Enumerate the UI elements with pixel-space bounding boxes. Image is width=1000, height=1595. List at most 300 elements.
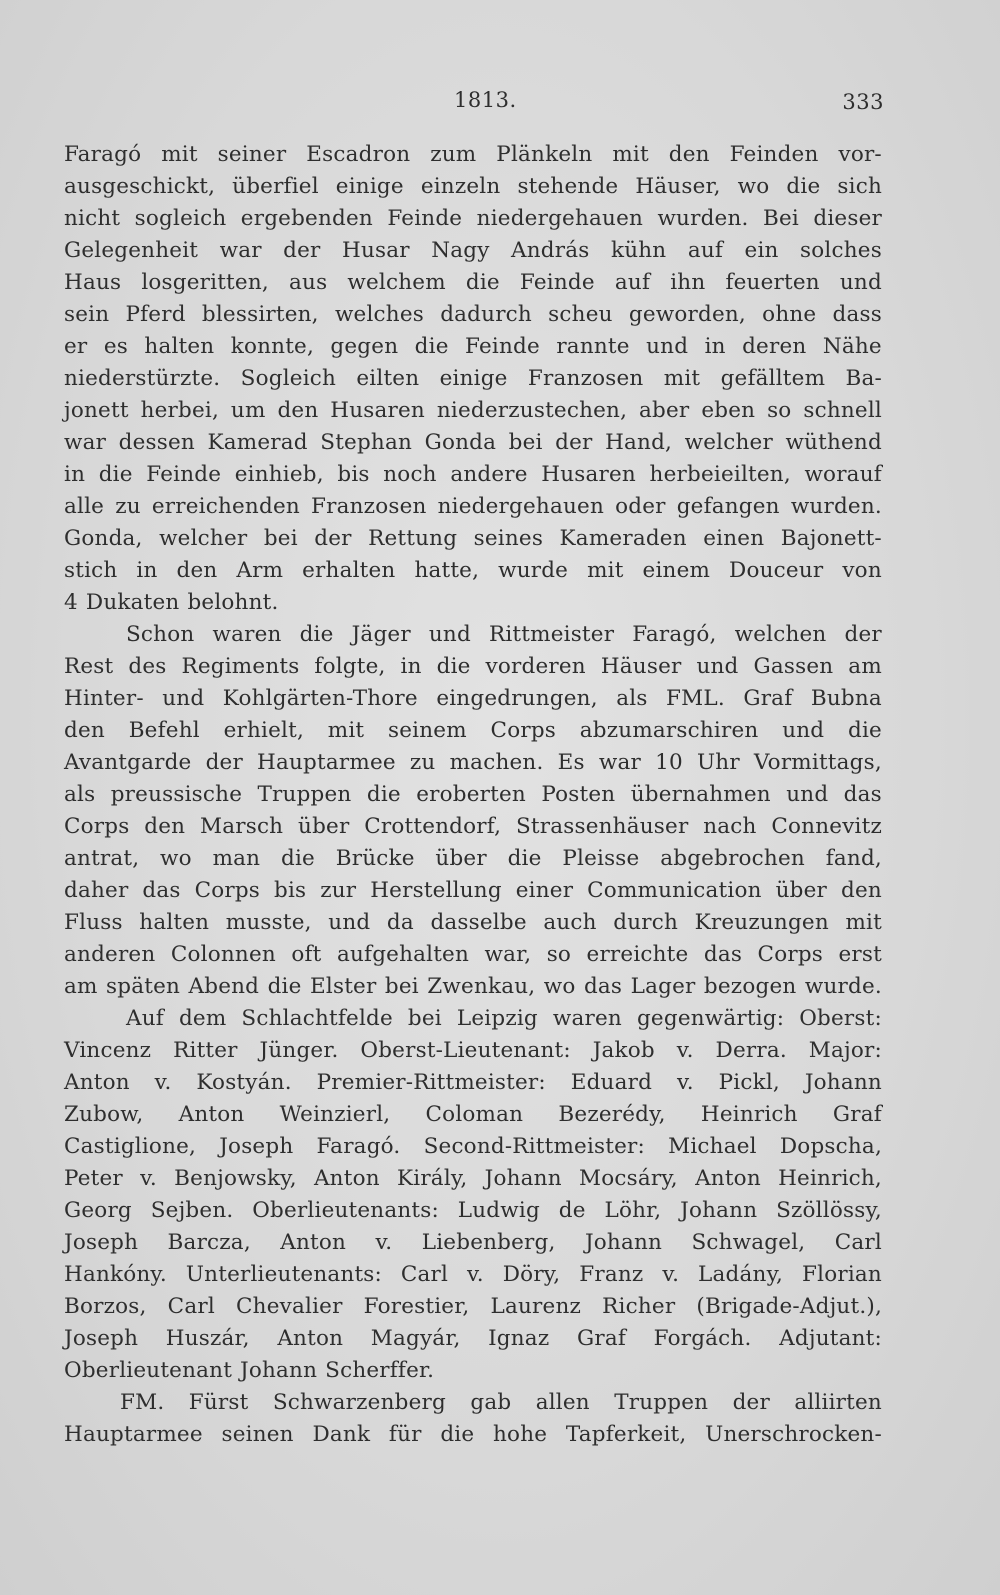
text-line: [64, 1387, 882, 1419]
word: wo: [543, 974, 576, 999]
word: Feinden: [729, 142, 819, 167]
word: war: [598, 750, 641, 775]
word: Ritter: [173, 1038, 238, 1063]
word: rannte: [556, 334, 630, 359]
word: v.: [467, 1262, 484, 1287]
word: Liebenberg,: [421, 1230, 556, 1255]
word: die: [465, 270, 500, 295]
word: antrat,: [64, 846, 140, 871]
word: für: [388, 1422, 422, 1447]
word: niedergehauen: [476, 206, 644, 231]
word: bis: [337, 462, 370, 487]
word: in: [704, 334, 726, 359]
word: stehende: [517, 174, 619, 199]
word: mit: [587, 558, 624, 583]
word: Carl: [400, 1262, 449, 1287]
word: dadurch: [440, 302, 532, 327]
text-line: [64, 1291, 882, 1323]
word: die: [440, 1422, 475, 1447]
word: zum: [430, 142, 477, 167]
word: die: [414, 334, 449, 359]
word: als: [616, 686, 648, 711]
word: Husar: [342, 238, 410, 263]
word: Connevitz: [771, 814, 882, 839]
word: Auf: [126, 1006, 164, 1031]
word: blessirten,: [201, 302, 319, 327]
word: abzumarschiren: [579, 718, 759, 743]
word: Adjutant:: [779, 1326, 882, 1351]
word: Gassen: [753, 654, 834, 679]
word: Huszár,: [165, 1326, 250, 1351]
word: dessen: [118, 430, 195, 455]
word: Florian: [802, 1262, 882, 1287]
word: waren: [552, 1006, 622, 1031]
word: den: [144, 814, 186, 839]
word: worauf: [804, 462, 882, 487]
word: bei: [384, 974, 419, 999]
word: zu: [115, 494, 141, 519]
word: Graf: [576, 1326, 627, 1351]
word: Heinrich: [700, 1102, 798, 1127]
word: Sogleich: [240, 366, 337, 391]
word: oder: [615, 494, 666, 519]
word: am: [64, 974, 98, 999]
word: ergebenden: [240, 206, 373, 231]
word: Oberlieutenant: [64, 1358, 233, 1383]
word: geworden,: [628, 302, 746, 327]
word: Kameraden: [559, 526, 687, 551]
word: Elster: [309, 974, 377, 999]
word: Szöllössy,: [776, 1198, 882, 1223]
word: Ludwig: [457, 1198, 540, 1223]
word: Forestier,: [363, 1294, 470, 1319]
word: seinem: [388, 718, 467, 743]
word: erhielt,: [223, 718, 304, 743]
word: einige: [439, 366, 508, 391]
word: allen: [535, 1390, 590, 1415]
word: erreichte: [586, 942, 689, 967]
word: alliirten: [794, 1390, 882, 1415]
word: einem: [642, 558, 711, 583]
word: seiner: [217, 142, 287, 167]
word: welcher: [684, 430, 773, 455]
word: Dukaten: [85, 590, 180, 615]
word: Häuser: [600, 654, 682, 679]
word: 10: [655, 750, 683, 775]
word: Bubna: [810, 686, 882, 711]
word: welchen: [734, 622, 827, 647]
word: Eduard: [570, 1070, 653, 1095]
word: die: [299, 622, 334, 647]
word: Crottendorf,: [364, 814, 502, 839]
word: wurden.: [790, 494, 882, 519]
word: v.: [662, 1262, 680, 1287]
text-line: [64, 747, 882, 779]
word: die: [280, 846, 315, 871]
word: Johann: [804, 1070, 882, 1095]
page-number: 333: [842, 90, 884, 114]
word: Ba-: [845, 366, 882, 391]
word: war: [64, 430, 107, 455]
page-header: [64, 88, 884, 118]
text-line: [64, 1419, 882, 1451]
word: die: [267, 974, 302, 999]
text-line: [64, 1003, 882, 1035]
word: Hankóny.: [64, 1262, 167, 1287]
text-line: [64, 1259, 882, 1291]
text-line: [64, 1323, 882, 1355]
word: Pleisse: [562, 846, 640, 871]
word: Befehl: [128, 718, 200, 743]
word: über: [775, 878, 828, 903]
text-line: [64, 299, 882, 331]
word: Pferd: [125, 302, 186, 327]
word: Derra.: [715, 1038, 787, 1063]
word: musste,: [225, 910, 312, 935]
text-line: [64, 1035, 882, 1067]
word: Scherffer.: [325, 1358, 435, 1383]
word: Gonda,: [64, 526, 143, 551]
word: Feinde: [465, 334, 540, 359]
text-line: [64, 491, 882, 523]
word: bezogen: [703, 974, 797, 999]
word: von: [842, 558, 882, 583]
word: Kostyán.: [196, 1070, 292, 1095]
word: Anton: [695, 1166, 761, 1191]
text-line: [64, 907, 882, 939]
word: alle: [64, 494, 105, 519]
word: die: [786, 174, 821, 199]
word: das: [843, 782, 882, 807]
word: bei: [263, 526, 298, 551]
word: Anton: [277, 1326, 344, 1351]
word: einer: [515, 878, 574, 903]
word: auf: [614, 270, 651, 295]
word: und: [782, 718, 825, 743]
text-line: [64, 1195, 882, 1227]
word: Georg: [64, 1198, 132, 1223]
word: Franzosen: [527, 366, 644, 391]
word: Faragó: [64, 142, 142, 167]
word: Oberst:: [799, 1006, 882, 1031]
word: wo: [737, 174, 770, 199]
word: einige: [335, 174, 404, 199]
word: Zubow,: [64, 1102, 144, 1127]
word: mit: [161, 142, 198, 167]
word: Unerschrocken-: [705, 1422, 882, 1447]
word: oft: [291, 942, 322, 967]
word: wüthend: [785, 430, 882, 455]
word: solches: [800, 238, 882, 263]
word: Rettung: [368, 526, 458, 551]
word: da: [386, 910, 414, 935]
word: Heinrich,: [778, 1166, 882, 1191]
word: übernahmen: [630, 782, 771, 807]
word: Douceur: [729, 558, 824, 583]
word: Corps: [490, 718, 557, 743]
text-line: [64, 875, 882, 907]
word: aus: [289, 270, 328, 295]
text-line: [64, 651, 882, 683]
text-line: [64, 971, 882, 1003]
word: das: [703, 942, 743, 967]
word: Husaren: [541, 462, 636, 487]
word: in: [64, 462, 86, 487]
word: welchem: [347, 270, 446, 295]
word: Gelegenheit: [64, 238, 199, 263]
word: FM.: [120, 1390, 165, 1415]
word: Jakob: [592, 1038, 655, 1063]
word: welches: [334, 302, 424, 327]
word: v.: [154, 1070, 172, 1095]
text-line: [64, 427, 882, 459]
word: Mocsáry,: [578, 1166, 678, 1191]
word: Marsch: [200, 814, 284, 839]
word: Pickl,: [718, 1070, 780, 1095]
word: waren: [212, 622, 282, 647]
word: Fluss: [64, 910, 123, 935]
word: Feinde: [519, 270, 595, 295]
word: Zwenkau,: [427, 974, 536, 999]
word: den: [64, 718, 105, 743]
word: über: [435, 846, 487, 871]
text-line: [64, 715, 882, 747]
word: Hauptarmee: [257, 750, 396, 775]
word: und: [696, 654, 739, 679]
text-line: [64, 523, 882, 555]
word: um: [230, 398, 266, 423]
word: den: [668, 142, 710, 167]
word: Barcza,: [167, 1230, 251, 1255]
word: Bajonett-: [780, 526, 882, 551]
word: anderen: [64, 942, 156, 967]
word: v.: [375, 1230, 393, 1255]
text-line: [64, 1131, 882, 1163]
word: Rest: [64, 654, 114, 679]
word: folgte,: [314, 654, 386, 679]
word: sein: [64, 302, 110, 327]
word: Graf: [832, 1102, 882, 1127]
word: er: [64, 334, 88, 359]
word: Colonnen: [170, 942, 276, 967]
word: Escadron: [306, 142, 411, 167]
word: Corps: [757, 942, 824, 967]
word: Borzos,: [64, 1294, 147, 1319]
word: Vincenz: [64, 1038, 152, 1063]
word: Schon: [126, 622, 195, 647]
word: Husaren: [330, 398, 425, 423]
word: aber: [639, 398, 690, 423]
text-line: [64, 235, 882, 267]
word: Schwagel,: [691, 1230, 806, 1255]
word: Chevalier: [236, 1294, 343, 1319]
word: v.: [140, 1166, 157, 1191]
word: schnell: [803, 398, 882, 423]
text-line: [64, 811, 882, 843]
word: Anton: [178, 1102, 245, 1127]
word: Feinde: [387, 206, 463, 231]
text-line: [64, 139, 882, 171]
word: wurde: [498, 558, 569, 583]
word: Stephan: [320, 430, 413, 455]
word: in: [136, 558, 158, 583]
word: Kohlgärten-Thore: [222, 686, 418, 711]
word: in: [400, 654, 422, 679]
word: Dopscha,: [779, 1134, 882, 1159]
word: gegenwärtig:: [636, 1006, 785, 1031]
word: ein: [744, 238, 779, 263]
word: stich: [64, 558, 118, 583]
word: machen.: [449, 750, 544, 775]
word: war,: [484, 942, 532, 967]
word: seinen: [221, 1422, 294, 1447]
text-line: [64, 459, 882, 491]
word: 4: [64, 590, 78, 615]
word: Weinzierl,: [279, 1102, 391, 1127]
word: de: [558, 1198, 586, 1223]
word: Arm: [236, 558, 284, 583]
word: wurde.: [804, 974, 882, 999]
word: einzeln: [420, 174, 501, 199]
word: Regiments: [181, 654, 300, 679]
word: Franzosen: [311, 494, 427, 519]
word: erhalten: [302, 558, 396, 583]
word: Johann: [240, 1358, 318, 1383]
word: durch: [613, 910, 679, 935]
word: eingedrungen,: [436, 686, 598, 711]
word: Franz: [579, 1262, 644, 1287]
text-line: [64, 363, 882, 395]
word: Johann: [584, 1230, 663, 1255]
text-line: [64, 939, 882, 971]
word: aufgehalten: [336, 942, 470, 967]
text-line: [64, 331, 882, 363]
word: daher: [64, 878, 129, 903]
word: sogleich: [134, 206, 227, 231]
body-text: [64, 139, 882, 1451]
word: Faragó,: [632, 622, 717, 647]
word: Strassenhäuser: [515, 814, 689, 839]
word: Uhr: [696, 750, 740, 775]
word: die: [507, 846, 542, 871]
word: über: [298, 814, 350, 839]
text-line: [64, 203, 882, 235]
word: die: [436, 654, 471, 679]
word: der: [555, 430, 593, 455]
word: niederstürzte.: [64, 366, 221, 391]
word: gab: [470, 1390, 512, 1415]
word: eilten: [356, 366, 420, 391]
text-line: [64, 555, 882, 587]
word: Premier-Rittmeister:: [316, 1070, 546, 1095]
word: Király,: [396, 1166, 468, 1191]
word: Lager: [630, 974, 696, 999]
word: andere: [450, 462, 528, 487]
word: preussische: [110, 782, 243, 807]
text-line: [64, 267, 882, 299]
word: dass: [832, 302, 882, 327]
word: herbei,: [140, 398, 220, 423]
word: die: [98, 462, 133, 487]
word: Forgách.: [653, 1326, 752, 1351]
word: v.: [676, 1070, 694, 1095]
word: András: [511, 238, 590, 263]
word: Graf: [743, 686, 793, 711]
word: Corps: [64, 814, 130, 839]
word: dem: [178, 1006, 227, 1031]
word: Oberst-Lieutenant:: [360, 1038, 571, 1063]
word: Herstellung: [370, 878, 502, 903]
word: gegen: [330, 334, 399, 359]
word: ohne: [762, 302, 817, 327]
word: die: [366, 782, 401, 807]
word: Faragó.: [316, 1134, 401, 1159]
word: Second-Rittmeister:: [423, 1134, 645, 1159]
word: Posten: [541, 782, 616, 807]
word: Hauptarmee: [64, 1422, 203, 1447]
word: Dank: [312, 1422, 371, 1447]
word: Benjowsky,: [174, 1166, 297, 1191]
word: niederzustechen,: [436, 398, 628, 423]
word: Rittmeister: [488, 622, 615, 647]
word: der: [844, 622, 882, 647]
word: Anton: [64, 1070, 130, 1095]
word: bei: [407, 1006, 442, 1031]
word: Joseph: [64, 1326, 139, 1351]
word: Häuser,: [635, 174, 721, 199]
word: Gonda: [424, 430, 497, 455]
word: scheu: [548, 302, 613, 327]
word: so: [767, 398, 792, 423]
word: der: [205, 750, 243, 775]
word: der: [314, 526, 352, 551]
word: und: [428, 622, 471, 647]
word: zu: [409, 750, 436, 775]
text-line: [64, 1227, 882, 1259]
text-line: [64, 779, 882, 811]
word: Unterlieutenants:: [185, 1262, 382, 1287]
word: Joseph: [219, 1134, 294, 1159]
word: kühn: [610, 238, 667, 263]
word: welcher: [159, 526, 248, 551]
word: Oberlieutenants:: [252, 1198, 439, 1223]
word: und: [328, 910, 371, 935]
word: den: [176, 558, 218, 583]
word: Sejben.: [150, 1198, 234, 1223]
word: Tapferkeit,: [565, 1422, 687, 1447]
word: gefälltem: [720, 366, 826, 391]
word: Hinter-: [64, 686, 144, 711]
word: abgebrochen: [660, 846, 805, 871]
word: Carl: [167, 1294, 215, 1319]
word: noch: [383, 462, 437, 487]
word: als: [64, 782, 96, 807]
word: eroberten: [416, 782, 526, 807]
word: Plänkeln: [496, 142, 593, 167]
word: dieser: [813, 206, 882, 231]
word: auch: [543, 910, 597, 935]
text-line: [64, 1355, 882, 1387]
word: Coloman: [425, 1102, 524, 1127]
text-line: [64, 1163, 882, 1195]
word: Truppen: [257, 782, 352, 807]
word: Major:: [808, 1038, 882, 1063]
word: Castiglione,: [64, 1134, 197, 1159]
word: fand,: [825, 846, 882, 871]
word: ausgeschickt,: [64, 174, 216, 199]
word: einhieb,: [234, 462, 324, 487]
word: Vormittags,: [753, 750, 882, 775]
